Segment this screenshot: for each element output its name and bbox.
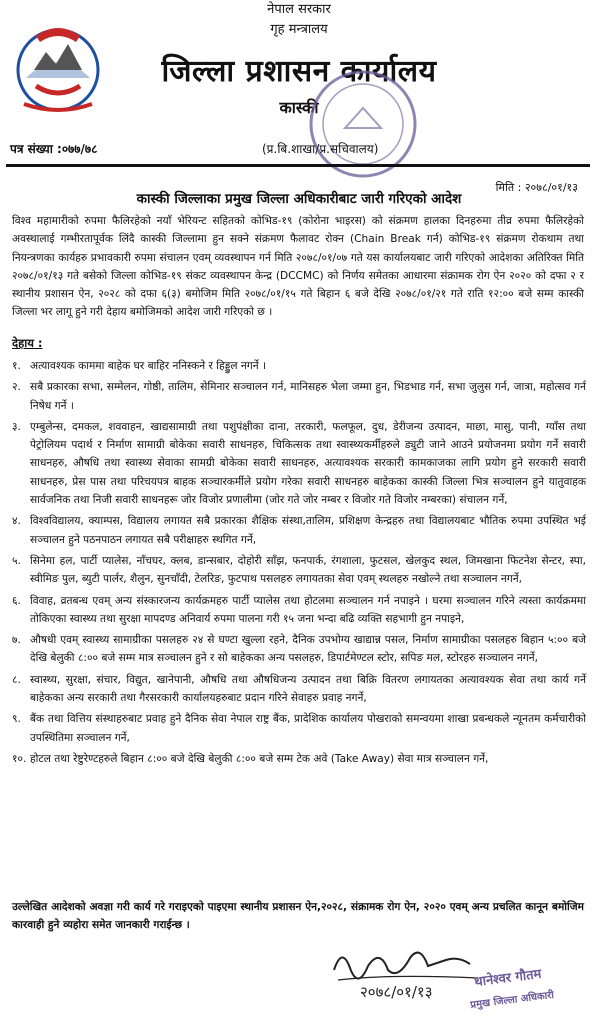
item-number: ७.: [12, 634, 21, 647]
signature-date: २०७८/०१/१३: [360, 983, 433, 1001]
list-item: [12, 378, 586, 415]
item-number: १०.: [12, 752, 27, 765]
item-number: ४.: [12, 515, 21, 528]
section-name: (प्र.बि.शाखा/प्र.सचिवालय): [262, 142, 379, 156]
legal-warning: उल्लेखित आदेशको अवज्ञा गरी कार्य गरे गराइएको पाइएमा स्थानीय प्रशासन ऐन,२०२८, संक्रामक रोग ऐन, २०२० एवम् अन्य प्रचलित कानून बमोजिम कारवाही हुने व्यहोरा समेत जानकारी गराईन्छ ।: [12, 901, 584, 932]
ministry-name: गृह मन्त्रालय: [270, 22, 328, 37]
district-name: कास्की: [279, 98, 319, 117]
item-text: औषधी एवम् स्वास्थ्य सामाग्रीका पसलहरु २४ से घण्टा खुल्ला रहने, दैनिक उपभोग्य खाद्यान्न पसल, निर्माण सामाग्रीका पसलहरु बिहान ५:०० बजे देखि बेलुकी ८:०० बजे सम्म मात्र सञ्चालन हुने र सो बाहेकका अन्य पसलहरु, डिपार्टमेण्टल स्टोर, सपिङ मल, स्टोरहरु सञ्चालन नगर्ने,: [30, 634, 586, 665]
office-title: जिल्ला प्रशासन कार्यालय: [161, 54, 437, 89]
item-text: बैंक तथा वित्तिय संस्थाहरुबाट प्रवाह हुने दैनिक सेवा नेपाल राष्ट्र बैंक, प्रादेशिक कार्यालय पोखराको समन्वयमा शाखा प्रबन्धकले न्यूनतम कर्मचारीको उपस्थितिमा सञ्चालन गर्ने,: [30, 713, 586, 744]
item-text: अत्यावश्यक काममा बाहेक घर बाहिर ननिस्कने र हिड्डुल नगर्ने ।: [30, 360, 266, 372]
order-items: [12, 354, 586, 768]
item-number: ९.: [12, 713, 21, 726]
item-text: होटल तथा रेष्टुरेण्टहरुले बिहान ८:०० बजे देखि बेलुकी ८:०० बजे सम्म टेक अवे (Take Away) सेवा मात्र सञ्चालन गर्ने,: [30, 752, 489, 765]
item-number: ८.: [12, 673, 21, 686]
item-number: ३.: [12, 420, 21, 433]
header-divider: [6, 164, 590, 167]
item-text: एम्बुलेन्स, दमकल, शववाहन, खाद्यसामाग्री तथा पशुपंक्षीका दाना, तरकारी, फलफूल, दुध, डेरीजन्य उत्पादन, माछा, मासु, पानी, ग्याँस तथा पेट्रोलियम पदार्थ र निर्माण सामाग्री बोकेका सवारी साधनहरु, चिकित्सक तथा स्वास्थ्यकर्मीहरुले ड्युटी जाने आउने प्रयोजनमा प्रयोग गर्ने सवारी साधनहरु, औषधि तथा स्वास्थ्य सेवाका सामग्री बोकेका सवारी साधनहरु, अत्यावश्यक सरकारी कामकाजका लागि प्रयोग हुने सरकारी सवारी साधनहरु, प्रेस पास तथा परिचयपत्र बाहक सञ्चारकर्मीले प्रयोग गरेका सवारी साधनहरु बाहेकका कास्की जिल्ला भित्र सञ्चालन हुने यातुवाहक सार्वजनिक तथा निजी सवारी साधनहरू जोर विजोर प्रणालीमा (जोर गते जोर नम्बर र विजोर गते विजोर नम्बरका) संचालन गर्ने,: [30, 420, 586, 507]
item-number: ५.: [12, 554, 21, 567]
list-item: [12, 512, 586, 549]
order-date: मिति : २०७८/०१/१३: [495, 181, 578, 194]
reference-value: :०७७/७८: [57, 142, 98, 156]
item-number: २.: [12, 381, 21, 394]
list-item: [12, 750, 586, 768]
signer-title: प्रमुख जिल्ला अधिकारी: [469, 989, 555, 1012]
item-text: स्वास्थ्य, सुरक्षा, संचार, विद्युत, खानेपानी, औषधि तथा औषधिजन्य उत्पादन तथा बिक्रि वितरण लगायतका अत्यावश्यक सेवा तथा कार्य गर्ने बाहेकका अन्य सरकारी तथा गैरसरकारी कार्यालयहरुबाट प्रदान गरिने सेवाहरु प्रवाह नगर्ने,: [30, 673, 586, 705]
list-item: [12, 552, 586, 589]
list-heading: देहाय :: [12, 336, 43, 350]
handwritten-signature-icon: [328, 940, 488, 988]
item-text: सबै प्रकारका सभा, सम्मेलन, गोष्ठी, तालिम, सेमिनार सञ्चालन गर्न, मानिसहरु भेला जम्मा हुन, भिडभाड गर्न, सभा जुलुस गर्न, जात्रा, महोत्सव गर्न निषेध गर्ने ।: [30, 381, 586, 412]
preamble-paragraph: विश्व महामारीको रुपमा फैलिरहेको नयाँ भेरियन्ट सहितको कोभिड-१९ (कोरोना भाइरस) को संक्रमण हालका दिनहरुमा तीव्र रुपमा फैलिरहेको अवस्थालाई गम्भीरतापूर्वक लिंदै कास्की जिल्लामा हुन सक्ने संक्रमण फैलावट रोक्न (Chain Break गर्न) कोभिड-१९ संक्रमण रोकथाम तथा नियन्त्रणका कार्यहरु प्रभावकारी रुपमा संचालन एवम् व्यवस्थापन गर्न मिति २०७८/०१/०७ गते यस कार्यालयबाट जारी गरिएको आदेशका अतिरिक्त मिति २०७८/०१/१३ गते बसेको जिल्ला कोभिड-१९ संकट व्यवस्थापन केन्द्र (DCCMC) को निर्णय समेतका आधारमा संक्रामक रोग ऐन २०२० को दफा २ र स्थानीय प्रशासन ऐन, २०२८ को दफा ६(३) बमोजिम मिति २०७८/०१/१५ गते बिहान ६ बजे देखि २०७८/०१/२१ गते राति १२:०० बजे सम्म कास्की जिल्ला भर लागू हुने गरी देहाय बमोजिमको आदेश जारी गरिएको छ ।: [12, 215, 584, 319]
item-text: विश्वविद्यालय, क्याम्पस, विद्यालय लगायत सबै प्रकारका शैक्षिक संस्था,तालिम, प्रशिक्षण केन्द्रहरु तथा विद्यालयबाट भौतिक रुपमा उपस्थित भई सञ्चालन हुने पठनपाठन लगायत सबै परीक्षाहरु स्थगित गर्ने,: [30, 515, 586, 546]
list-item: [12, 671, 586, 708]
item-number: १.: [12, 360, 21, 372]
reference-label: पत्र संख्या: [10, 142, 53, 156]
order-title: कास्की जिल्लाका प्रमुख जिल्ला अधिकारीबाट जारी गरिएको आदेश: [136, 191, 462, 207]
item-text: विवाह, व्रतबन्ध एवम् अन्य संस्कारजन्य कार्यक्रमहरु पार्टी प्यालेस तथा होटलमा सञ्चालन गर्न नपाइने । घरमा सञ्चालन गरिने त्यस्ता कार्यक्रममा तोकिएका स्वास्थ्य तथा सुरक्षा मापदण्ड अनिवार्य रुपमा पालना गरी १५ जना भन्दा बढि व्यक्ति सहभागी हुन नपाइने,: [30, 594, 586, 625]
list-item: [12, 418, 586, 509]
government-name: नेपाल सरकार: [267, 2, 331, 17]
item-number: ६.: [12, 594, 21, 607]
signer-name: थानेश्वर गौतम: [473, 966, 543, 991]
item-text: सिनेमा हल, पार्टी प्यालेस, नाँचघर, क्लब, डान्सबार, दोहोरी साँझ, फनपार्क, रंगशाला, फुटसल, खेलकुद स्थल, जिमखाना फिटनेश सेन्टर, स्पा, स्वीमिङ पुल, ब्युटी पार्लर, शैलुन, सुनचाँदी, टेलरिङ, फुटपाथ पसलहरु लगायतका सेवा एवम् स्थलहरु नखोल्ने तथा सञ्चालन नगर्ने,: [30, 554, 586, 586]
list-item: [12, 631, 586, 668]
list-item: [12, 592, 586, 629]
reference-number: [10, 140, 97, 157]
list-item: [12, 357, 586, 375]
list-item: [12, 710, 586, 747]
